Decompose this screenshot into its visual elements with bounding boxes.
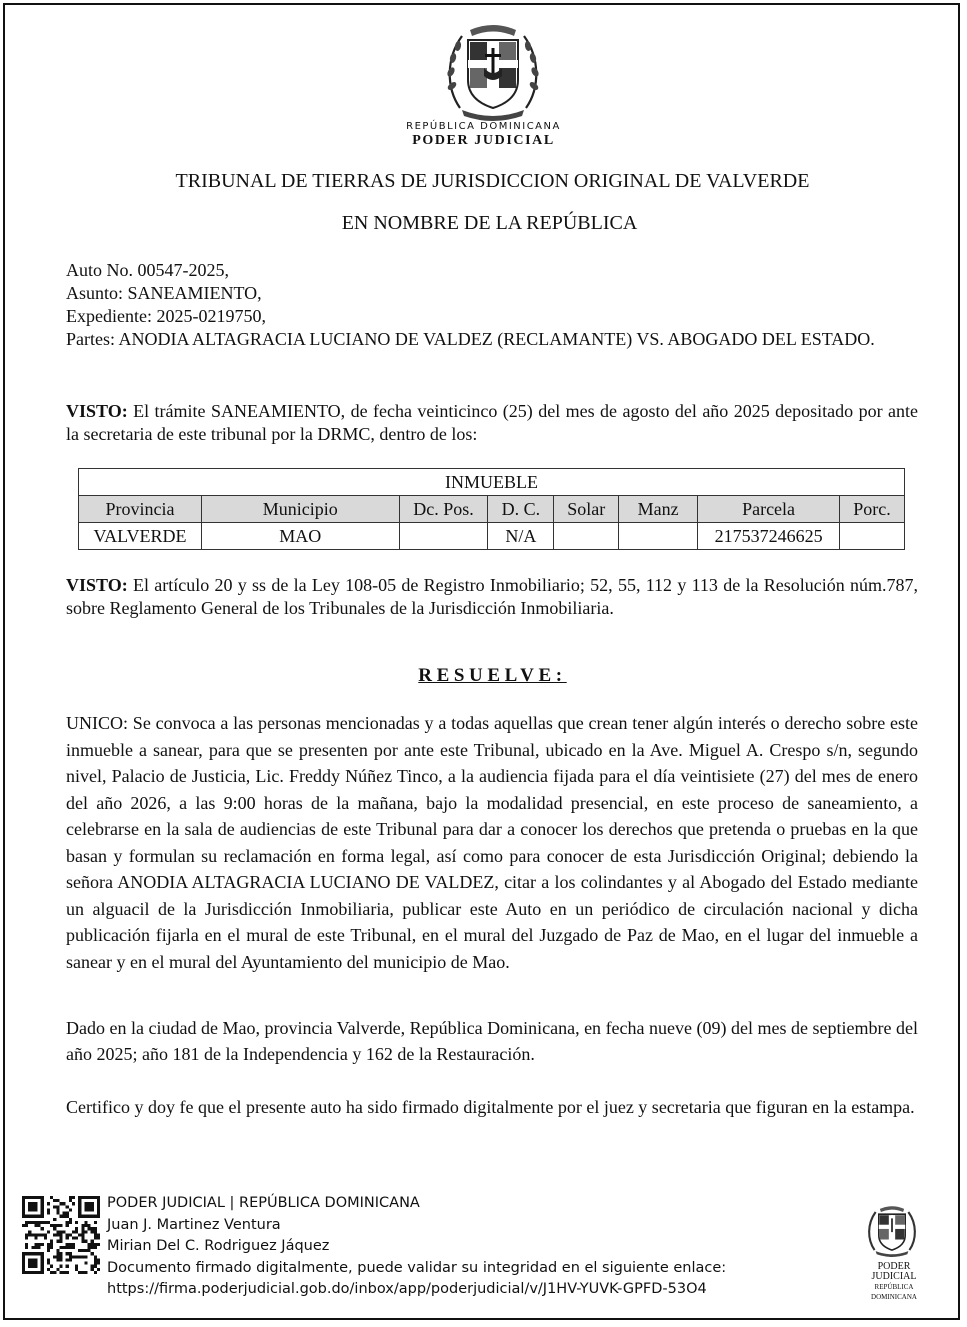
table-cell: MAO [201,523,399,550]
table-cell: N/A [488,523,554,550]
signer-secretary: Mirian Del C. Rodriguez Jáquez [107,1238,330,1254]
dado-paragraph: Dado en la ciudad de Mao, provincia Valverde, República Dominicana, en fecha nueve (09) del mes de septiembre del año 2025; año 181 de la Independencia y 162 de la Restauración. [66,1018,918,1064]
republic-label: REPÚBLICA DOMINICANA [406,121,561,132]
digital-signature-block [107,1193,726,1301]
table-cell [554,523,619,550]
qr-code-icon [22,1196,100,1274]
table-title: INMUEBLE [79,469,905,496]
footer-republic: REPÚBLICA DOMINICANA [871,1283,917,1301]
asunto: Asunto: SANEAMIENTO, [66,283,262,303]
table-cell [399,523,488,550]
table-header: Municipio [201,496,399,523]
table-header: Dc. Pos. [399,496,488,523]
table-header: Manz [619,496,698,523]
table-header: D. C. [488,496,554,523]
auto-number: Auto No. 00547-2025, [66,260,229,280]
visto-label: VISTO: [66,401,128,421]
visto-label: VISTO: [66,575,128,595]
unico-paragraph: UNICO: Se convoca a las personas mencionadas y a todas aquellas que crean tener algún interés o derecho sobre este inmueble a sanear, para que se presenten por ante este Tribunal, ubicado en la Ave. Miguel A. Crespo s/n, segundo nivel, Palacio de Justicia, Lic. Freddy Núñez Tinco, a la audiencia fijada para el día veintisiete (27) del mes de enero del año 2026, a las 9:00 horas de la mañana, bajo la modalidad presencial, en este proceso de saneamiento, a celebrarse en la sala de audiencias de este Tribunal para dar a conocer los derechos que pretenda o pruebas en la que basan y formulan su reclamación en forma legal, así como para conocer de esta Jurisdicción Original; debiendo la señora ANODIA ALTAGRACIA LUCIANO DE VALDEZ, citar a los colindantes y al Abogado del Estado mediante un alguacil de la Jurisdicción Inmobiliaria, publicar este Auto en un periódico de circulación nacional y dicha publicación fijarla en el mural de este Tribunal, en el mural del Juzgado de Paz de Mao, en el lugar del inmueble a sanear y en el mural del Ayuntamiento del municipio de Mao. [66,713,918,972]
table-cell [619,523,698,550]
partes: Partes: ANODIA ALTAGRACIA LUCIANO DE VALDEZ (RECLAMANTE) VS. ABOGADO DEL ESTADO. [66,329,875,349]
resuelve-heading: RESUELVE: [418,665,567,686]
visto-paragraph-2 [66,574,918,620]
poder-judicial-label: PODER JUDICIAL [412,133,555,148]
visto-text: El trámite SANEAMIENTO, de fecha veinticinco (25) del mes de agosto del año 2025 depositado por ante la secretaria de este tribunal por la DRMC, dentro de los: [66,401,918,444]
visto-text: El artículo 20 y ss de la Ley 108-05 de Registro Inmobiliario; 52, 55, 112 y 113 de la Resolución núm.787, sobre Reglamento General de los Tribunales de la Jurisdicción Inmobiliaria. [66,575,918,618]
signature-note: Documento firmado digitalmente, puede validar su integridad en el siguiente enlace: [107,1259,727,1276]
table-cell: VALVERDE [79,523,202,550]
inmueble-table [78,468,905,550]
table-header: Parcela [698,496,840,523]
table-header: Porc. [840,496,905,523]
court-title: TRIBUNAL DE TIERRAS DE JURISDICCION ORIGINAL DE VALVERDE [175,170,810,192]
visto-paragraph-1 [66,400,918,446]
case-info [66,259,918,351]
coat-of-arms-small-icon [864,1201,920,1259]
expediente: Expediente: 2025-0219750, [66,306,266,326]
table-header: Solar [554,496,619,523]
certifico-paragraph: Certifico y doy fe que el presente auto ha sido firmado digitalmente por el juez y secretaria que figuran en la estampa. [66,1097,915,1117]
nombre-title: EN NOMBRE DE LA REPÚBLICA [341,212,638,234]
coat-of-arms-icon [440,18,546,122]
validation-link[interactable]: https://firma.poderjudicial.gob.do/inbox/app/poderjudicial/v/J1HV-YUVK-GPFD-53O4 [107,1281,707,1297]
table-cell: 217537246625 [698,523,840,550]
page-border [3,3,960,1320]
table-header: Provincia [79,496,202,523]
footer-logo-text [855,1262,933,1302]
signer-judge: Juan J. Martinez Ventura [107,1216,281,1233]
footer-poder: PODER JUDICIAL [871,1261,917,1282]
table-cell [840,523,905,550]
signature-institution: PODER JUDICIAL | REPÚBLICA DOMINICANA [107,1195,420,1211]
